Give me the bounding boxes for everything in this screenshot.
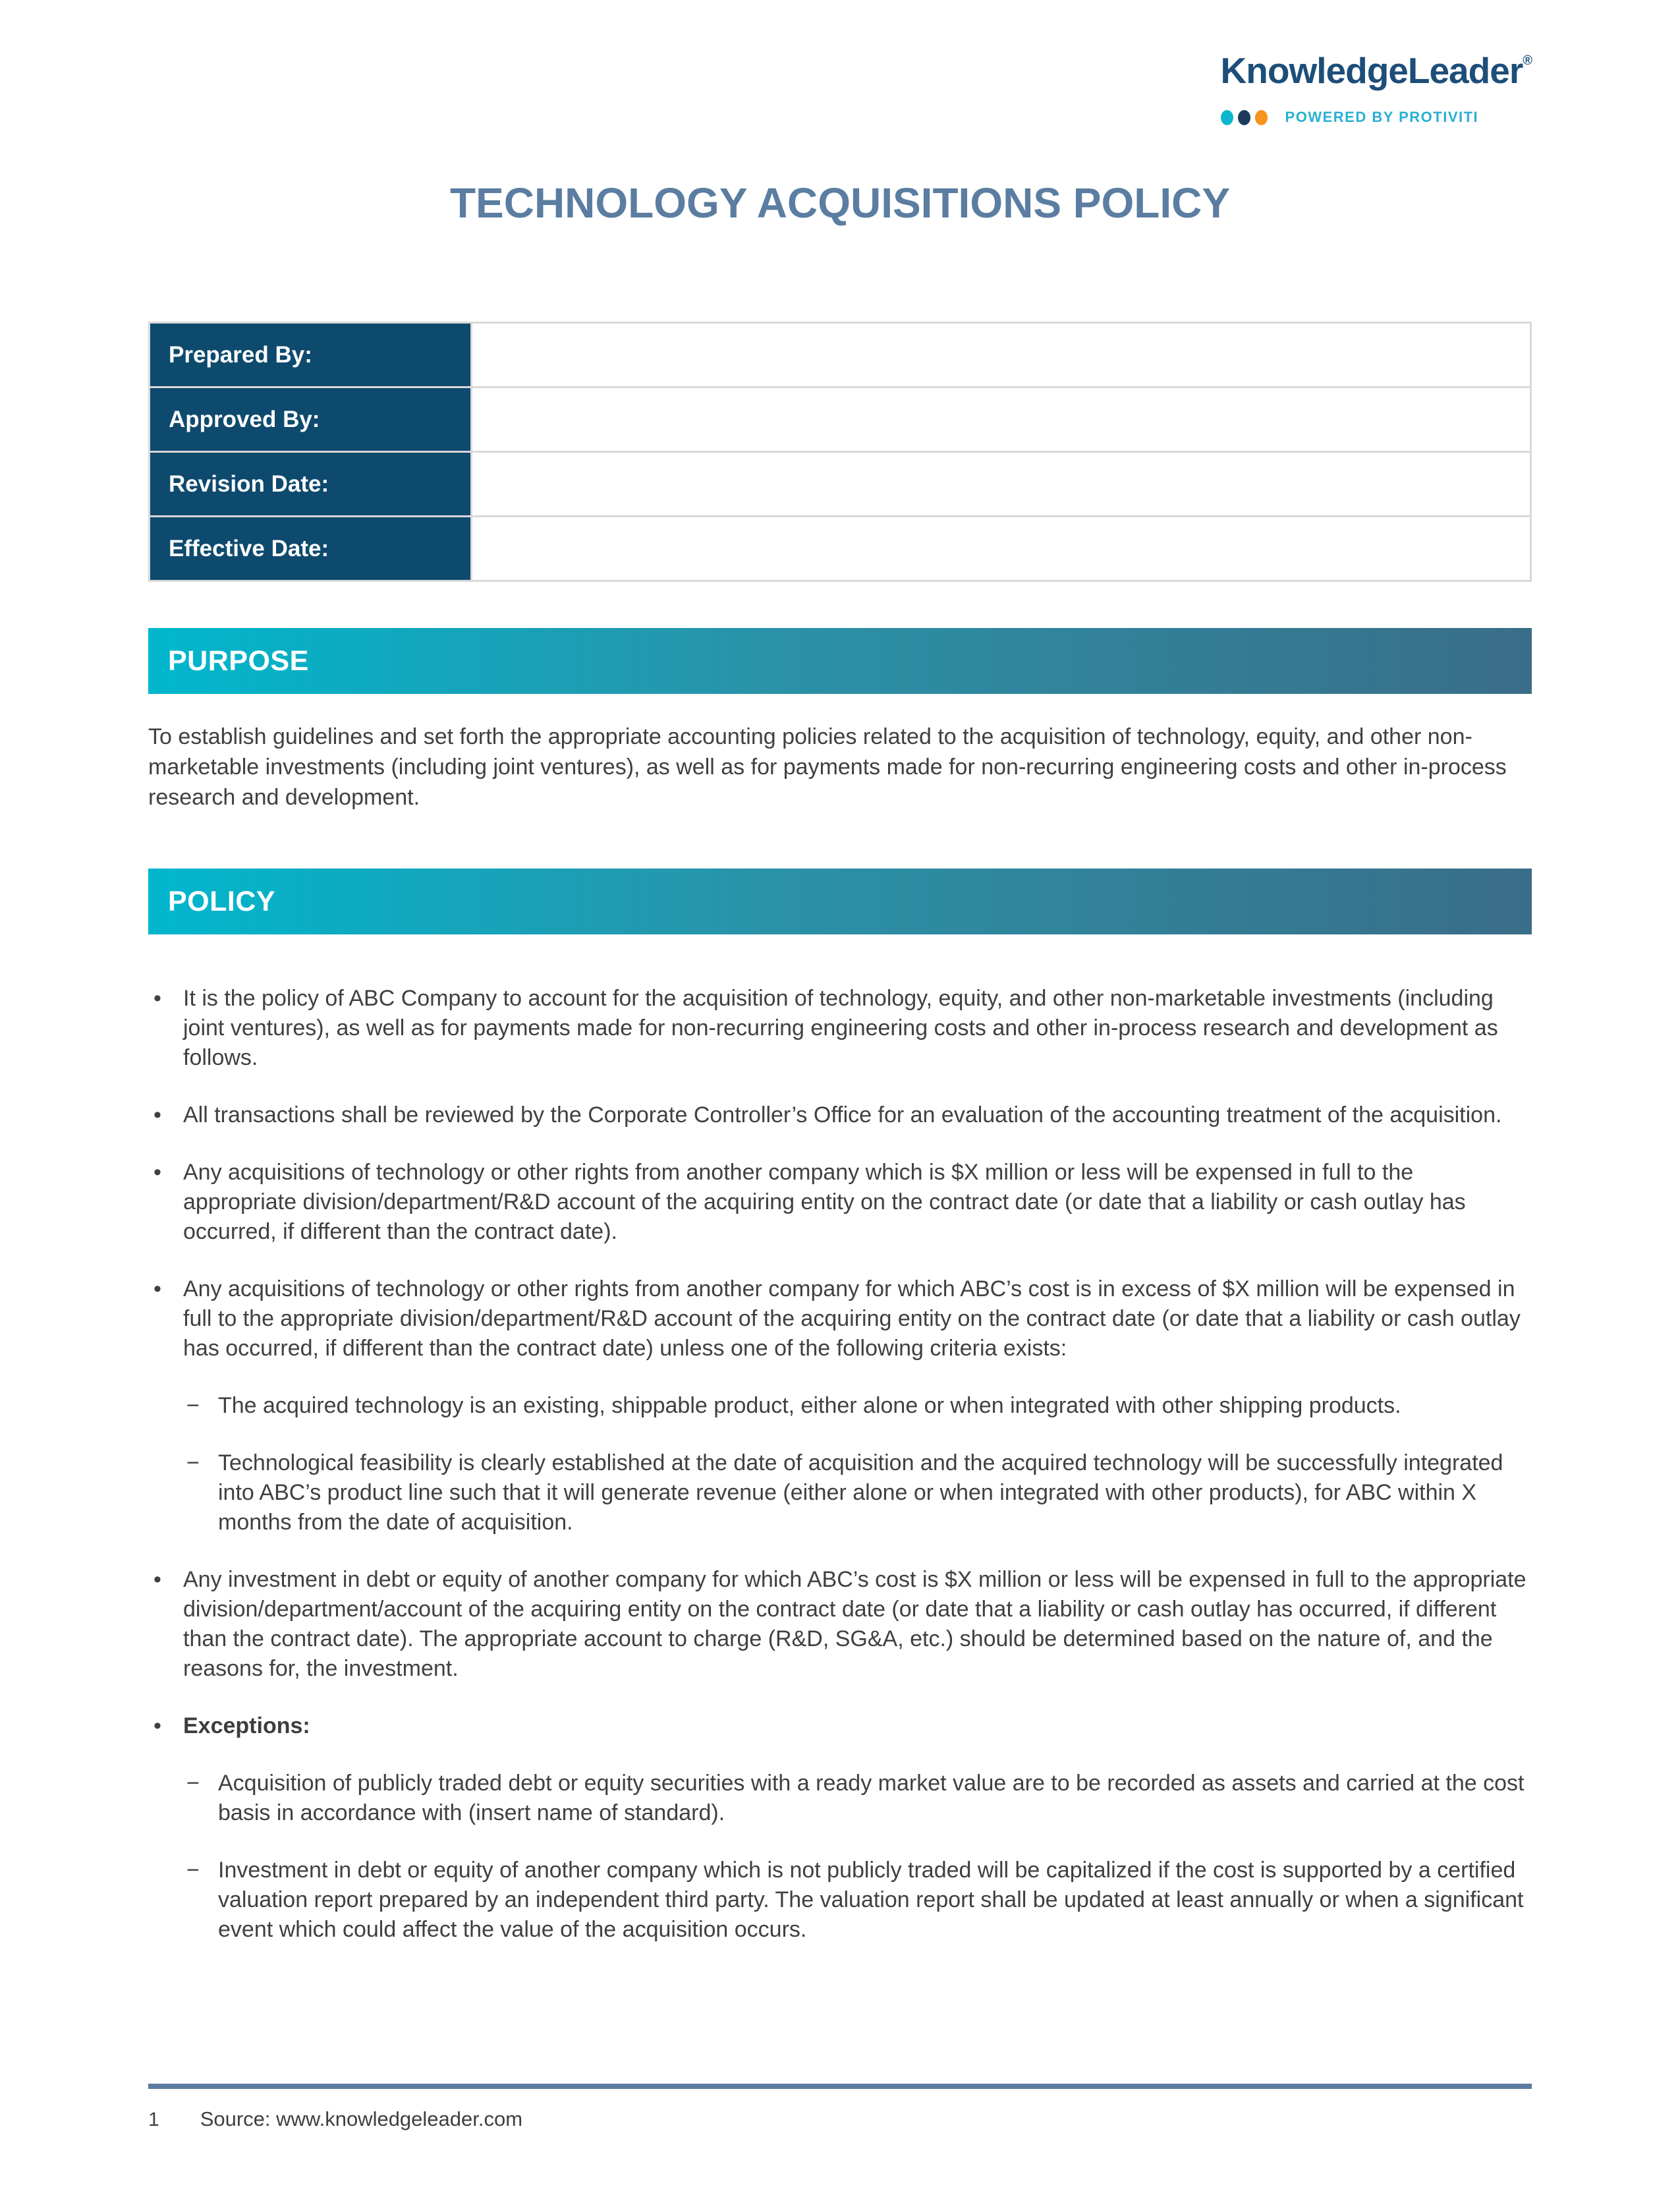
list-item [148, 1565, 1532, 1684]
list-item-sub [148, 1391, 1532, 1421]
info-value-approved-by [472, 387, 1531, 452]
policy-section-header: POLICY [148, 869, 1532, 934]
bullet-icon: • [154, 1713, 161, 1738]
info-label-prepared-by: Prepared By: [150, 323, 472, 387]
purpose-section-header: PURPOSE [148, 628, 1532, 694]
logo-wordmark [1220, 50, 1532, 91]
info-label-effective-date: Effective Date: [150, 517, 472, 581]
policy-bullet-list [148, 984, 1532, 1945]
list-item-sub [148, 1856, 1532, 1945]
policy-item-text: The acquired technology is an existing, shippable product, either alone or when integrated with other shipping products. [218, 1393, 1401, 1418]
logo-tagline-row [1221, 109, 1532, 126]
list-item [148, 1158, 1532, 1247]
table-row [150, 387, 1531, 452]
list-item-sub [148, 1769, 1532, 1828]
logo-dot-orange-icon [1255, 110, 1268, 125]
logo-wordmark-text: KnowledgeLeader [1220, 50, 1523, 91]
info-value-prepared-by [472, 323, 1531, 387]
list-item [148, 1100, 1532, 1130]
list-item [148, 984, 1532, 1073]
source-text: Source: www.knowledgeleader.com [200, 2107, 523, 2130]
page-title: TECHNOLOGY ACQUISITIONS POLICY [449, 179, 1231, 227]
registered-trademark-icon: ® [1523, 53, 1532, 68]
dash-icon: − [186, 1771, 200, 1796]
info-label-revision-date: Revision Date: [150, 452, 472, 517]
info-label-approved-by: Approved By: [150, 387, 472, 452]
policy-item-text: All transactions shall be reviewed by the Corporate Controller’s Office for an evaluation of the accounting treatment of the acquisition. [183, 1102, 1502, 1127]
bullet-icon: • [154, 1102, 161, 1127]
table-row [150, 517, 1531, 581]
logo-dot-cyan-icon [1221, 110, 1233, 125]
page-number: 1 [148, 2109, 159, 2130]
bullet-icon: • [154, 986, 161, 1011]
policy-item-text: Any investment in debt or equity of another company for which ABC’s cost is $X million or less will be expensed in full to the appropriate division/department/account of the acquiring entity on the contract date (or date that a liability or cash outlay has occurred, if different than the contract date). The appropriate account to charge (R&D, SG&A, etc.) should be determined based on the nature of, and the reasons for, the investment. [183, 1567, 1526, 1681]
logo-dot-navy-icon [1238, 110, 1250, 125]
info-value-revision-date [472, 452, 1531, 517]
dash-icon: − [186, 1450, 200, 1475]
policy-item-text: It is the policy of ABC Company to account for the acquisition of technology, equity, and other non-marketable investments (including joint ventures), as well as for payments made for non-recurring engineering costs and other in-process research and development as follows. [183, 986, 1498, 1070]
table-row [150, 323, 1531, 387]
policy-item-text: Any acquisitions of technology or other rights from another company which is $X million or less will be expensed in full to the appropriate division/department/R&D account of the acquiring entity on the contract date (or date that a liability or cash outlay has occurred, if different than the contract date). [183, 1160, 1466, 1244]
list-item-sub [148, 1448, 1532, 1537]
policy-item-text: Technological feasibility is clearly established at the date of acquisition and the acquired technology will be successfully integrated into ABC’s product line such that it will generate revenue (either alone or when integrated with other products), for ABC within X months from the date of acquisition. [218, 1450, 1503, 1535]
policy-item-text: Investment in debt or equity of another company which is not publicly traded will be capitalized if the cost is supported by a certified valuation report prepared by an independent third party. The valuation report shall be updated at least annually or when a significant event which could affect the value of the acquisition occurs. [218, 1858, 1524, 1942]
footer-divider [148, 2084, 1532, 2089]
knowledgeleader-logo [1220, 50, 1532, 126]
info-value-effective-date [472, 517, 1531, 581]
bullet-icon: • [154, 1160, 161, 1185]
footer [148, 2107, 522, 2131]
header [148, 50, 1532, 126]
policy-item-text: Any acquisitions of technology or other rights from another company for which ABC’s cost is in excess of $X million will be expensed in full to the appropriate division/department/R&D account of the acquiring entity on the contract date (or date that a liability or cash outlay has occurred, if different than the contract date) unless one of the following criteria exists: [183, 1276, 1521, 1361]
policy-item-text: Acquisition of publicly traded debt or equity securities with a ready market value are to be recorded as assets and carried at the cost basis in accordance with (insert name of standard). [218, 1771, 1525, 1825]
bullet-icon: • [154, 1567, 161, 1592]
dash-icon: − [186, 1858, 200, 1883]
policy-item-text: Exceptions: [183, 1713, 310, 1738]
bullet-icon: • [154, 1276, 161, 1301]
list-item-exceptions [148, 1711, 1532, 1741]
dash-icon: − [186, 1393, 200, 1418]
purpose-paragraph: To establish guidelines and set forth the appropriate accounting policies related to the acquisition of technology, equity, and other non-marketable investments (including joint ventures), as well as for payments made for non-recurring engineering costs and other in-process research and development. [148, 724, 1507, 810]
list-item [148, 1274, 1532, 1363]
table-row [150, 452, 1531, 517]
info-table [148, 322, 1532, 582]
logo-tagline: POWERED BY PROTIVITI [1285, 109, 1479, 125]
